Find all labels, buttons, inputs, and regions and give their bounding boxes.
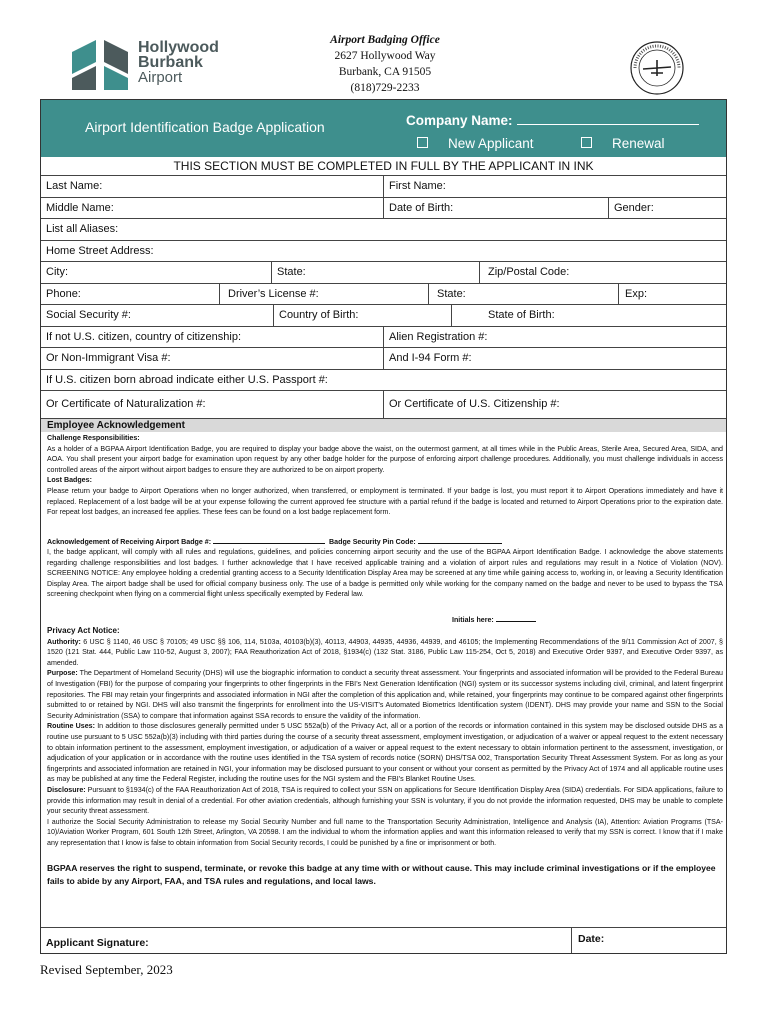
gender-field[interactable]: Gender:	[608, 198, 726, 219]
state-field[interactable]: State:	[271, 262, 479, 283]
lost-badges-text: Please return your badge to Airport Operations when no longer authorized, when transferred, or employment is terminated. If your badge is lost, you must report it to Airport Operations immediately and have it replaced. Replacement of a lost badge will be at your expense following the current approved fee structure with a partial refund if the badge is located and returned to Airport Operations prior to the expiration date. For repeat lost badges, an increased fee applies. These fees can be found on a lost badge replacement form.	[47, 486, 723, 517]
form-row	[41, 347, 726, 369]
pin-code-label: Badge Security Pin Code:	[329, 538, 416, 546]
badge-receipt-label: Acknowledgement of Receiving Airport Badge #:	[47, 538, 212, 546]
form-row	[41, 304, 726, 326]
form-title: Airport Identification Badge Application	[85, 119, 325, 135]
renewal-checkbox[interactable]	[581, 136, 665, 151]
license-expiry-field[interactable]: Exp:	[618, 284, 726, 305]
dob-field[interactable]: Date of Birth:	[383, 198, 608, 219]
form-row	[41, 283, 726, 305]
airport-logo-mark-icon	[72, 40, 132, 90]
last-name-field[interactable]: Last Name:	[46, 180, 103, 192]
airport-logo-text	[138, 40, 219, 85]
form-row	[41, 326, 726, 348]
office-phone: (818)729-2233	[350, 82, 420, 94]
alien-registration-field[interactable]: Alien Registration #:	[383, 327, 726, 348]
routine-uses-label: Routine Uses:	[47, 722, 95, 731]
company-name-field[interactable]	[406, 112, 699, 128]
form-row	[41, 390, 726, 418]
state-of-birth-field[interactable]: State of Birth:	[451, 305, 726, 326]
challenge-title: Challenge Responsibilities:	[47, 434, 140, 442]
form-row	[41, 218, 726, 240]
privacy-act-section	[47, 626, 723, 848]
revocation-notice: BGPAA reserves the right to suspend, terminate, or revoke this badge at any time with or without cause. This may include criminal investigations or if the employee fails to abide by any Airport, FAA, and TSA rules and regulations, and local laws.	[47, 863, 716, 886]
new-applicant-box	[417, 137, 428, 148]
office-address	[280, 32, 490, 96]
signature-date-field[interactable]: Date:	[571, 928, 726, 953]
initials-input[interactable]	[496, 614, 536, 622]
challenge-section	[47, 433, 723, 518]
citizenship-certificate-field[interactable]: Or Certificate of U.S. Citizenship #:	[383, 391, 726, 418]
home-address-field[interactable]: Home Street Address:	[46, 244, 154, 257]
acknowledgement-heading: Employee Acknowledgement	[41, 418, 726, 432]
middle-name-field[interactable]: Middle Name:	[46, 201, 114, 214]
office-name: Airport Badging Office	[330, 34, 440, 46]
new-applicant-label: New Applicant	[448, 136, 534, 151]
form-row	[41, 369, 726, 391]
signature-row	[41, 927, 726, 953]
renewal-label: Renewal	[612, 136, 665, 151]
phone-field[interactable]: Phone:	[46, 287, 81, 300]
challenge-text: As a holder of a BGPAA Airport Identification Badge, you are required to display your badge above the waist, on the outermost garment, at all times while in the Public Areas, Sterile Area, Secured Area, SIDA, and AOA. You shall present your airport badge for examination upon request by any other badge holder for the purpose of enforcing airport challenge procedures. Additionally, you must challenge individuals in access controlled areas of the airport without airport badges to ensure they are authorized to be on airport property.	[47, 444, 723, 474]
form-banner	[41, 100, 726, 157]
aliases-field[interactable]: List all Aliases:	[46, 223, 119, 235]
naturalization-field[interactable]: Or Certificate of Naturalization #:	[46, 398, 206, 410]
ink-notice: THIS SECTION MUST BE COMPLETED IN FULL BY THE APPLICANT IN INK	[173, 159, 594, 173]
airport-logo	[72, 40, 222, 90]
disclosure-text: Pursuant to §1934(c) of the FAA Reauthorization Act of 2018, TSA is required to collect your SSN on applications for Secure Identification Display Area (SIDA) credentials. For SIDA applications, failure to provide this information may result in denial of a credential. For other aviation credentials, although furnishing your SSN is voluntary, if you do not provide the information requested, DHS may be unable to complete your security threat assessment.	[47, 785, 723, 816]
new-applicant-checkbox[interactable]	[417, 136, 534, 151]
logo-line-2: Burbank	[138, 54, 203, 71]
ssn-field[interactable]: Social Security #:	[46, 309, 131, 321]
initials-line	[47, 614, 723, 626]
office-city: Burbank, CA 91505	[338, 66, 432, 78]
company-name-label: Company Name:	[406, 113, 513, 128]
form-row	[41, 197, 726, 219]
company-name-line	[517, 112, 699, 125]
revision-date: Revised September, 2023	[40, 962, 173, 977]
license-state-field[interactable]: State:	[428, 284, 618, 305]
city-field[interactable]: City:	[46, 266, 68, 278]
form-row	[41, 261, 726, 283]
citizenship-field[interactable]: If not U.S. citizen, country of citizenship:	[46, 330, 242, 343]
ssa-authorization-text: I authorize the Social Security Administration to release my Social Security Number and full name to the Transportation Security Administration, Intelligence and Analysis (IA), Attention: Aviation Programs (TSA-10)/Aviation Worker Program, 601 South 12th Street, Arlington, VA 20598. I am the individual to whom the information applies and want this information released to verify that my SSN is correct. I know that if I make any representation that I know is false to obtain information from Social Security records, I could be punished by a fine or imprisonment or both.	[47, 817, 723, 847]
country-of-birth-field[interactable]: Country of Birth:	[273, 305, 451, 326]
visa-field[interactable]: Or Non-Immigrant Visa #:	[46, 352, 171, 364]
authority-text: 6 USC § 1140, 46 USC § 70105; 49 USC §§ 106, 114, 5103a, 40103(b)(3), 40113, 44903, 44935, 44936, 44939, and 46105; the Implementing Recommendations of the 9/11 Commission Act of 2007, § 1520 (121 Stat. 444, Public Law 110-52, August 3, 2007); FAA Reauthorization Act of 2018, §1934(c) (132 Stat. 3186, Public Law 115-254, Oct 5, 2018) and Executive Order 9397, and Executive Order 9397, as amended.	[47, 637, 723, 667]
acknowledgement-text: I, the badge applicant, will comply with all rules and regulations, guidelines, and policies concerning airport security and the use of the BGPAA Airport Identification Badge. I acknowledge the above statements regarding challenge responsibilities and lost badges. I further acknowledge that I have received applicable training and a violation of airport rules and regulations may result in a Notice of Violation (NOV). SCREENING NOTICE: Any employee holding a credential granting access to a Security Identification Display Area may be screened at any time while gaining access to, working in, or leaving a Security Identification Display Area. The airport badge shall be used for official company business only. The use of a badge is permitted only while working for the company named on the badge and never to be used to bypass the TSA screening checkpoint when flying on a commercial flight unless specifically exempted by Federal law.	[47, 548, 723, 599]
disclosure-label: Disclosure:	[47, 785, 86, 794]
lost-badges-title: Lost Badges:	[47, 476, 92, 485]
logo-line-3: Airport	[138, 69, 183, 86]
form-row	[41, 175, 726, 197]
authority-label: Authority:	[47, 637, 81, 646]
renewal-box	[581, 137, 592, 148]
form-row	[41, 240, 726, 262]
purpose-label: Purpose:	[47, 669, 78, 678]
first-name-field[interactable]: First Name:	[383, 176, 726, 197]
pin-code-input[interactable]	[418, 536, 502, 544]
privacy-title: Privacy Act Notice:	[47, 626, 120, 635]
logo-line-1: Hollywood	[138, 39, 219, 56]
passport-field[interactable]: If U.S. citizen born abroad indicate either U.S. Passport #:	[46, 373, 328, 386]
license-field[interactable]: Driver’s License #:	[219, 284, 428, 305]
i94-field[interactable]: And I-94 Form #:	[383, 348, 726, 369]
badge-receipt-line	[47, 536, 723, 548]
applicant-signature-field[interactable]: Applicant Signature:	[46, 937, 149, 949]
purpose-text: The Department of Homeland Security (DHS) will use the biographic information to conduct a security threat assessment. Your fingerprints and associated information will be provided to the Federal Bureau of Investigation (FBI) for the purpose of comparing your fingerprints to other fingerprints in the FBI’s Next Generation Identification (NGI) system or its successor systems including civil, criminal, and latent fingerprint repositories. The FBI may retain your fingerprints and associated information in NGI after the completion of this application and, while retained, your fingerprints may continue to be compared against other fingerprints submitted to or retained by NGI. DHS will also transmit the fingerprints for enrollment into the US-VISIT’s Automated Biometrics Identification system (IDENT). DHS may provide your name and SSN to the Social Security Administration (SSA) to compare that information against SSA records to ensure the validity of the information.	[47, 669, 724, 720]
authority-seal-icon	[629, 40, 685, 96]
initials-label: Initials here:	[452, 616, 494, 624]
zip-field[interactable]: Zip/Postal Code:	[479, 262, 726, 283]
office-street: 2627 Hollywood Way	[334, 50, 436, 62]
badge-number-input[interactable]	[213, 536, 325, 544]
routine-uses-text: In addition to those disclosures generally permitted under 5 USC 552a(b) of the Privacy Act, all or a portion of the records or information contained in this system may be disclosed outside DHS as a routine use pursuant to 5 USC 552a(b)(3) including with third parties during the course of a security threat assessment, employment investigation, or adjudication of a waiver or appeal request to the extent necessary to obtain information pertinent to the assessment, employment investigation, or adjudication of a waiver or appeal request to the extent necessary to obtain information pertinent to the assessment, investigation, or adjudication of your application or in accordance with the routine uses identified in the TSA system of records notice (SORN) DHS/TSA 002, Transportation Security Threat Assessment System. For as long as your fingerprints and associated information are retained in NGI, your information may be disclosed pursuant to your consent or without your consent as permitted by the Privacy Act of 1974 and all applicable routine uses as may be published at any time the Federal Register, including the routine uses for the NGI system and the FBI’s Blanket Routine Uses.	[47, 722, 723, 784]
